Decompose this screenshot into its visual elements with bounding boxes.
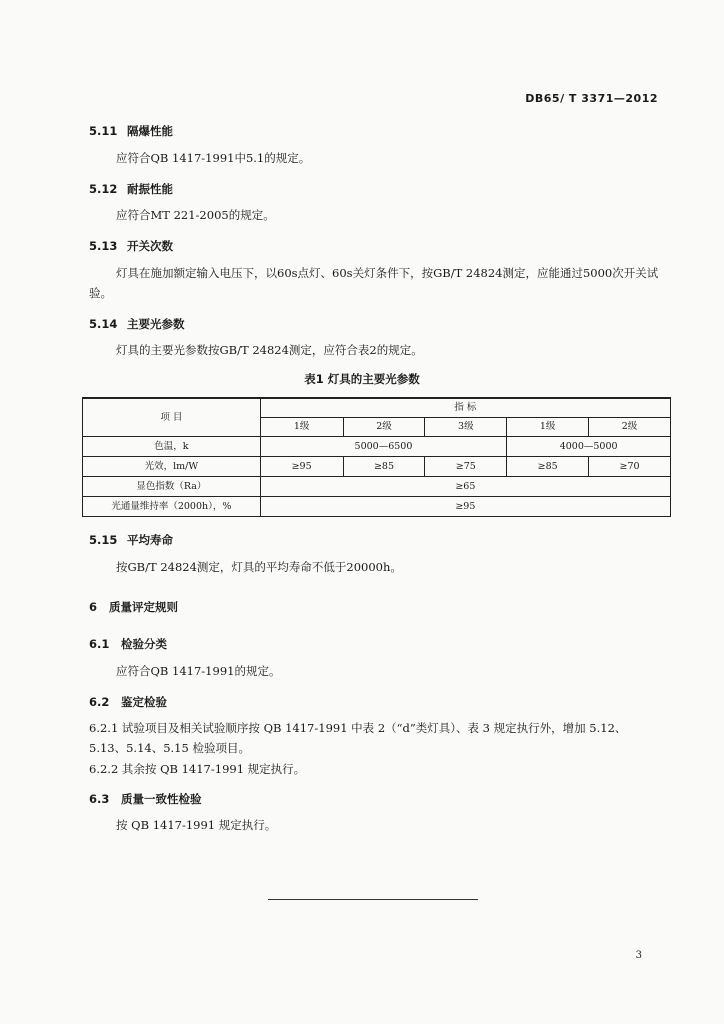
document-code: DB65/ T 3371—2012 xyxy=(525,92,658,105)
section-6-2-1-text: 6.2.1 试验项目及相关试验顺序按 QB 1417-1991 中表 2（“d”类灯具）、表 3 规定执行外，增加 5.12、5.13、5.14、5.15 检验项目。 xyxy=(89,721,627,755)
section-6-heading: 6 质量评定规则 xyxy=(89,600,178,614)
section-6-1-body: 应符合QB 1417-1991的规定。 xyxy=(116,664,281,678)
section-5-14-body: 灯具的主要光参数按GB/T 24824测定，应符合表2的规定。 xyxy=(116,343,423,357)
grade-cell: 1级 xyxy=(507,418,589,437)
row-label: 色温，k xyxy=(83,437,261,457)
light-parameters-table xyxy=(82,397,671,517)
table-cell: ≥65 xyxy=(260,477,670,497)
section-5-15-body: 按GB/T 24824测定，灯具的平均寿命不低于20000h。 xyxy=(116,560,402,574)
column-header-index: 指 标 xyxy=(260,398,670,418)
section-5-11-heading: 5.11 隔爆性能 xyxy=(89,124,173,138)
grade-cell: 2级 xyxy=(343,418,425,437)
section-5-13-body: 灯具在施加额定输入电压下，以60s点灯、60s关灯条件下，按GB/T 24824测定，应能通过5000次开关试验。 xyxy=(89,266,659,300)
section-5-12-heading: 5.12 耐振性能 xyxy=(89,182,173,196)
table-cell: ≥95 xyxy=(260,497,670,517)
section-6-2-heading: 6.2 鉴定检验 xyxy=(89,695,167,709)
section-6-3-body: 按 QB 1417-1991 规定执行。 xyxy=(116,818,277,832)
section-5-11-body: 应符合QB 1417-1991中5.1的规定。 xyxy=(116,151,311,165)
table-cell: ≥95 xyxy=(260,457,343,477)
section-6-2-2-text: 6.2.2 其余按 QB 1417-1991 规定执行。 xyxy=(89,762,306,776)
section-5-15-heading: 5.15 平均寿命 xyxy=(89,533,173,547)
column-header-item: 项 目 xyxy=(83,398,261,437)
table-cell: 5000—6500 xyxy=(260,437,507,457)
table-row xyxy=(83,457,671,477)
grade-cell: 3级 xyxy=(425,418,507,437)
section-5-13-heading: 5.13 开关次数 xyxy=(89,239,173,253)
table-cell: ≥85 xyxy=(343,457,425,477)
table-row xyxy=(83,497,671,517)
row-label: 光通量维持率（2000h），% xyxy=(83,497,261,517)
section-5-14-heading: 5.14 主要光参数 xyxy=(89,317,185,331)
grade-cell: 1级 xyxy=(260,418,343,437)
table-row xyxy=(83,437,671,457)
row-label: 光效，lm/W xyxy=(83,457,261,477)
table-cell: 4000—5000 xyxy=(507,437,671,457)
table-cell: ≥70 xyxy=(589,457,671,477)
table-header-row xyxy=(83,398,671,418)
page-number: 3 xyxy=(635,950,642,961)
end-rule xyxy=(268,899,478,900)
section-5-12-body: 应符合MT 221-2005的规定。 xyxy=(116,208,275,222)
row-label: 显色指数（Ra） xyxy=(83,477,261,497)
table-caption: 表1 灯具的主要光参数 xyxy=(304,372,420,386)
table-row xyxy=(83,477,671,497)
section-6-1-heading: 6.1 检验分类 xyxy=(89,637,167,651)
table-cell: ≥75 xyxy=(425,457,507,477)
table-cell: ≥85 xyxy=(507,457,589,477)
section-6-3-heading: 6.3 质量一致性检验 xyxy=(89,792,202,806)
grade-cell: 2级 xyxy=(589,418,671,437)
